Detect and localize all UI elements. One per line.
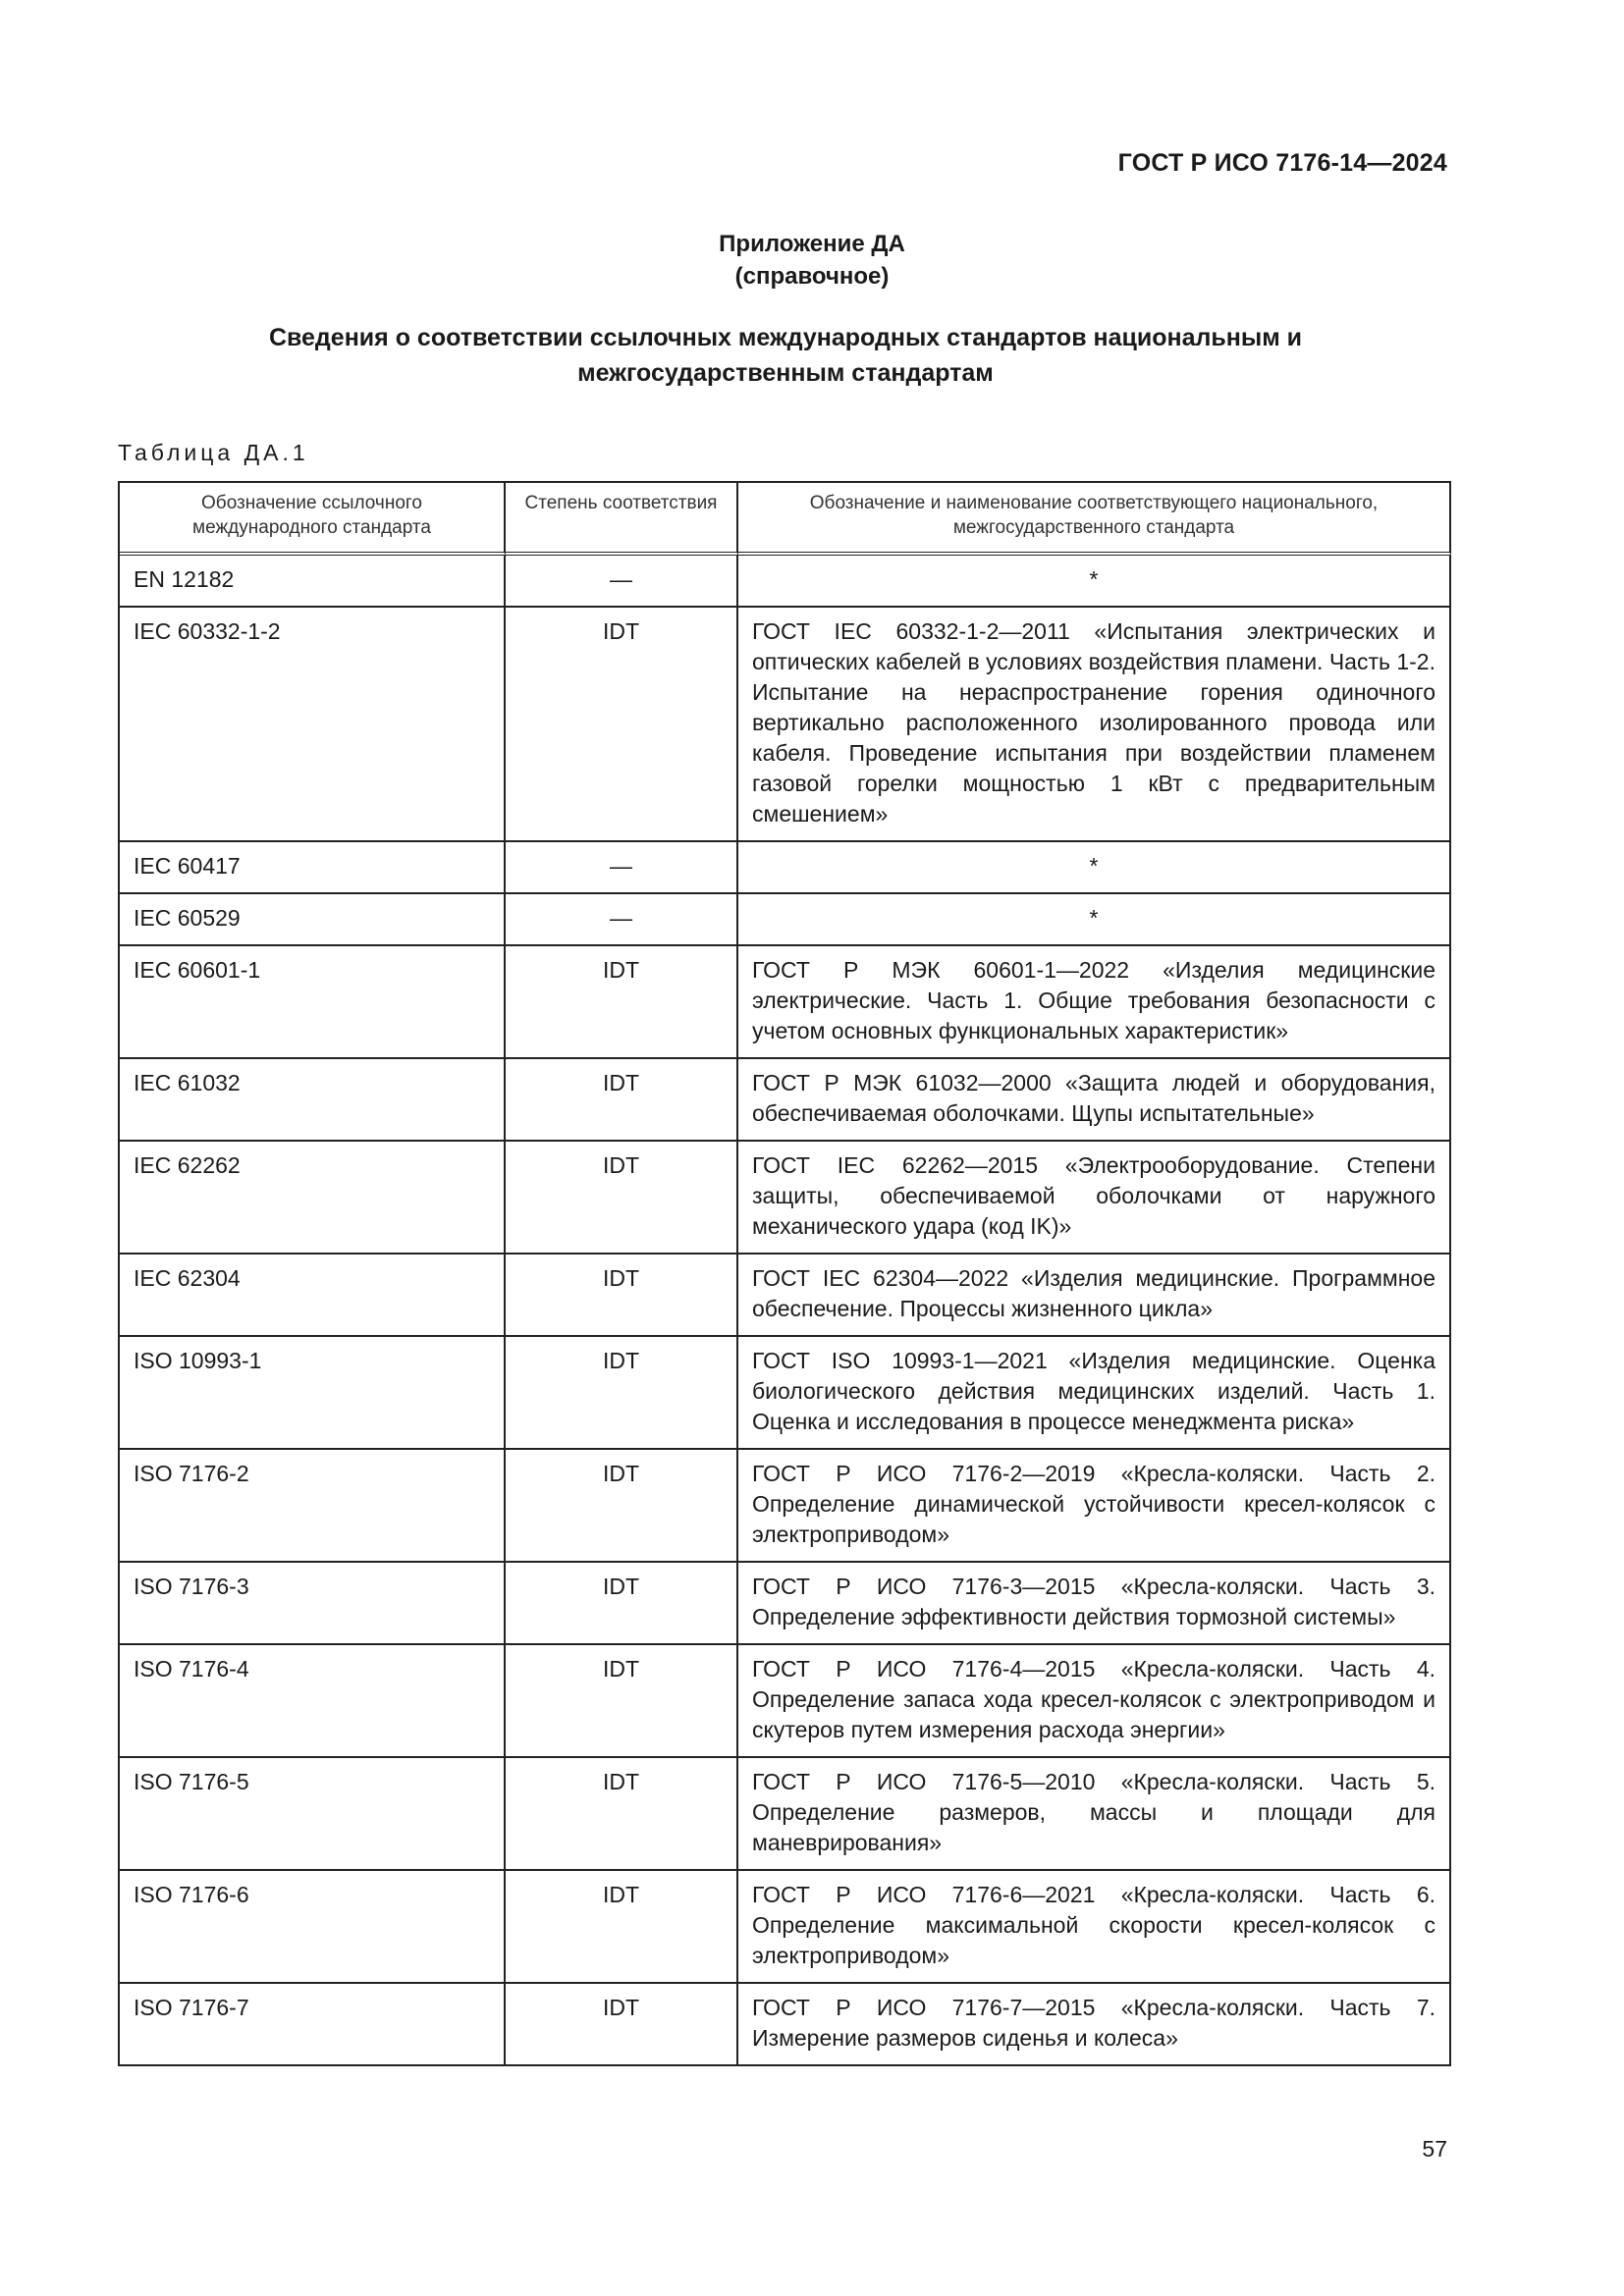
appendix-subtitle: (справочное) xyxy=(734,263,890,290)
cell-national-standard: ГОСТ Р МЭК 60601-1—2022 «Изделия медицинские электрические. Часть 1. Общие требования безопасности с учетом основных функциональных характеристик» xyxy=(738,946,1451,1059)
table-row xyxy=(120,1255,1451,1337)
appendix-heading xyxy=(0,228,1624,293)
cell-degree: IDT xyxy=(506,1142,738,1255)
cell-designation: IEC 62262 xyxy=(120,1142,506,1255)
table-row xyxy=(120,1337,1451,1450)
table-row xyxy=(120,1142,1451,1255)
cell-national-standard: ГОСТ Р ИСО 7176-7—2015 «Кресла-коляски. Часть 7. Измерение размеров сиденья и колеса» xyxy=(738,1984,1451,2066)
cell-degree: IDT xyxy=(506,1758,738,1871)
appendix-title: Приложение ДА xyxy=(719,231,905,257)
section-title-line-2: межгосударственным стандартам xyxy=(577,359,994,387)
table-row xyxy=(120,1871,1451,1984)
cell-degree: IDT xyxy=(506,1255,738,1337)
table-row xyxy=(120,842,1451,894)
cell-designation: IEC 60332-1-2 xyxy=(120,608,506,842)
cell-degree: IDT xyxy=(506,1645,738,1758)
table-row xyxy=(120,608,1451,842)
cell-designation: IEC 60601-1 xyxy=(120,946,506,1059)
section-title-line-1: Сведения о соответствии ссылочных международных стандартов национальным и xyxy=(268,324,1303,351)
cell-degree: — xyxy=(506,842,738,894)
cell-designation: ISO 7176-4 xyxy=(120,1645,506,1758)
cell-degree: IDT xyxy=(506,946,738,1059)
cell-national-standard: ГОСТ Р МЭК 61032—2000 «Защита людей и оборудования, обеспечиваемая оболочками. Щупы испытательные» xyxy=(738,1059,1451,1142)
cell-national-standard: * xyxy=(738,842,1451,894)
cell-national-standard: ГОСТ Р ИСО 7176-4—2015 «Кресла-коляски. Часть 4. Определение запаса хода кресел-колясок с электроприводом и скутеров путем измерения расхода энергии» xyxy=(738,1645,1451,1758)
cell-designation: ISO 7176-5 xyxy=(120,1758,506,1871)
cell-national-standard: * xyxy=(738,894,1451,946)
cell-national-standard: ГОСТ IEC 60332-1-2—2011 «Испытания электрических и оптических кабелей в условиях воздействия пламени. Часть 1-2. Испытание на нераспространение горения одиночного вертикально расположенного изолированного провода или кабеля. Проведение испытания при воздействии пламенем газовой горелки мощностью 1 кВт с предварительным смешением» xyxy=(738,608,1451,842)
table-label: Таблица ДА.1 xyxy=(118,440,309,465)
cell-national-standard: ГОСТ Р ИСО 7176-2—2019 «Кресла-коляски. Часть 2. Определение динамической устойчивости кресел-колясок с электроприводом» xyxy=(738,1450,1451,1563)
table-row xyxy=(120,946,1451,1059)
document-code: ГОСТ Р ИСО 7176-14—2024 xyxy=(1117,149,1447,177)
cell-degree: IDT xyxy=(506,1337,738,1450)
cell-national-standard: ГОСТ Р ИСО 7176-5—2010 «Кресла-коляски. Часть 5. Определение размеров, массы и площади для маневрирования» xyxy=(738,1758,1451,1871)
table-row xyxy=(120,1450,1451,1563)
cell-designation: ISO 7176-6 xyxy=(120,1871,506,1984)
cell-national-standard: ГОСТ Р ИСО 7176-6—2021 «Кресла-коляски. Часть 6. Определение максимальной скорости кресел-колясок с электроприводом» xyxy=(738,1871,1451,1984)
table-row xyxy=(120,1059,1451,1142)
cell-degree: — xyxy=(506,894,738,946)
cell-designation: IEC 61032 xyxy=(120,1059,506,1142)
table-row xyxy=(120,1758,1451,1871)
cell-degree: — xyxy=(506,556,738,608)
table-header-row xyxy=(120,483,1451,556)
cell-degree: IDT xyxy=(506,608,738,842)
cell-degree: IDT xyxy=(506,1059,738,1142)
cell-degree: IDT xyxy=(506,1450,738,1563)
cell-national-standard: ГОСТ IEC 62262—2015 «Электрооборудование. Степени защиты, обеспечиваемой оболочками от наружного механического удара (код IK)» xyxy=(738,1142,1451,1255)
table-row xyxy=(120,556,1451,608)
cell-national-standard: * xyxy=(738,556,1451,608)
cell-designation: IEC 60529 xyxy=(120,894,506,946)
header-designation: Обозначение ссылочного международного стандарта xyxy=(120,483,506,556)
header-degree: Степень соответствия xyxy=(506,483,738,556)
cell-national-standard: ГОСТ ISO 10993-1—2021 «Изделия медицинские. Оценка биологического действия медицинских изделий. Часть 1. Оценка и исследования в процессе менеджмента риска» xyxy=(738,1337,1451,1450)
cell-degree: IDT xyxy=(506,1871,738,1984)
cell-designation: ISO 7176-3 xyxy=(120,1563,506,1645)
cell-designation: IEC 62304 xyxy=(120,1255,506,1337)
table-body xyxy=(120,556,1451,2066)
page-number: 57 xyxy=(1422,2136,1447,2162)
cell-national-standard: ГОСТ Р ИСО 7176-3—2015 «Кресла-коляски. Часть 3. Определение эффективности действия тормозной системы» xyxy=(738,1563,1451,1645)
cell-designation: EN 12182 xyxy=(120,556,506,608)
cell-degree: IDT xyxy=(506,1563,738,1645)
cell-national-standard: ГОСТ IEC 62304—2022 «Изделия медицинские. Программное обеспечение. Процессы жизненного цикла» xyxy=(738,1255,1451,1337)
table-row xyxy=(120,1984,1451,2066)
table-row xyxy=(120,1645,1451,1758)
table-row xyxy=(120,1563,1451,1645)
cell-designation: ISO 7176-2 xyxy=(120,1450,506,1563)
cell-designation: ISO 7176-7 xyxy=(120,1984,506,2066)
section-title xyxy=(147,320,1424,391)
cell-designation: ISO 10993-1 xyxy=(120,1337,506,1450)
header-national-standard: Обозначение и наименование соответствующего национального, межгосударственного стандарта xyxy=(738,483,1451,556)
correspondence-table xyxy=(118,481,1451,2066)
cell-designation: IEC 60417 xyxy=(120,842,506,894)
cell-degree: IDT xyxy=(506,1984,738,2066)
table-row xyxy=(120,894,1451,946)
